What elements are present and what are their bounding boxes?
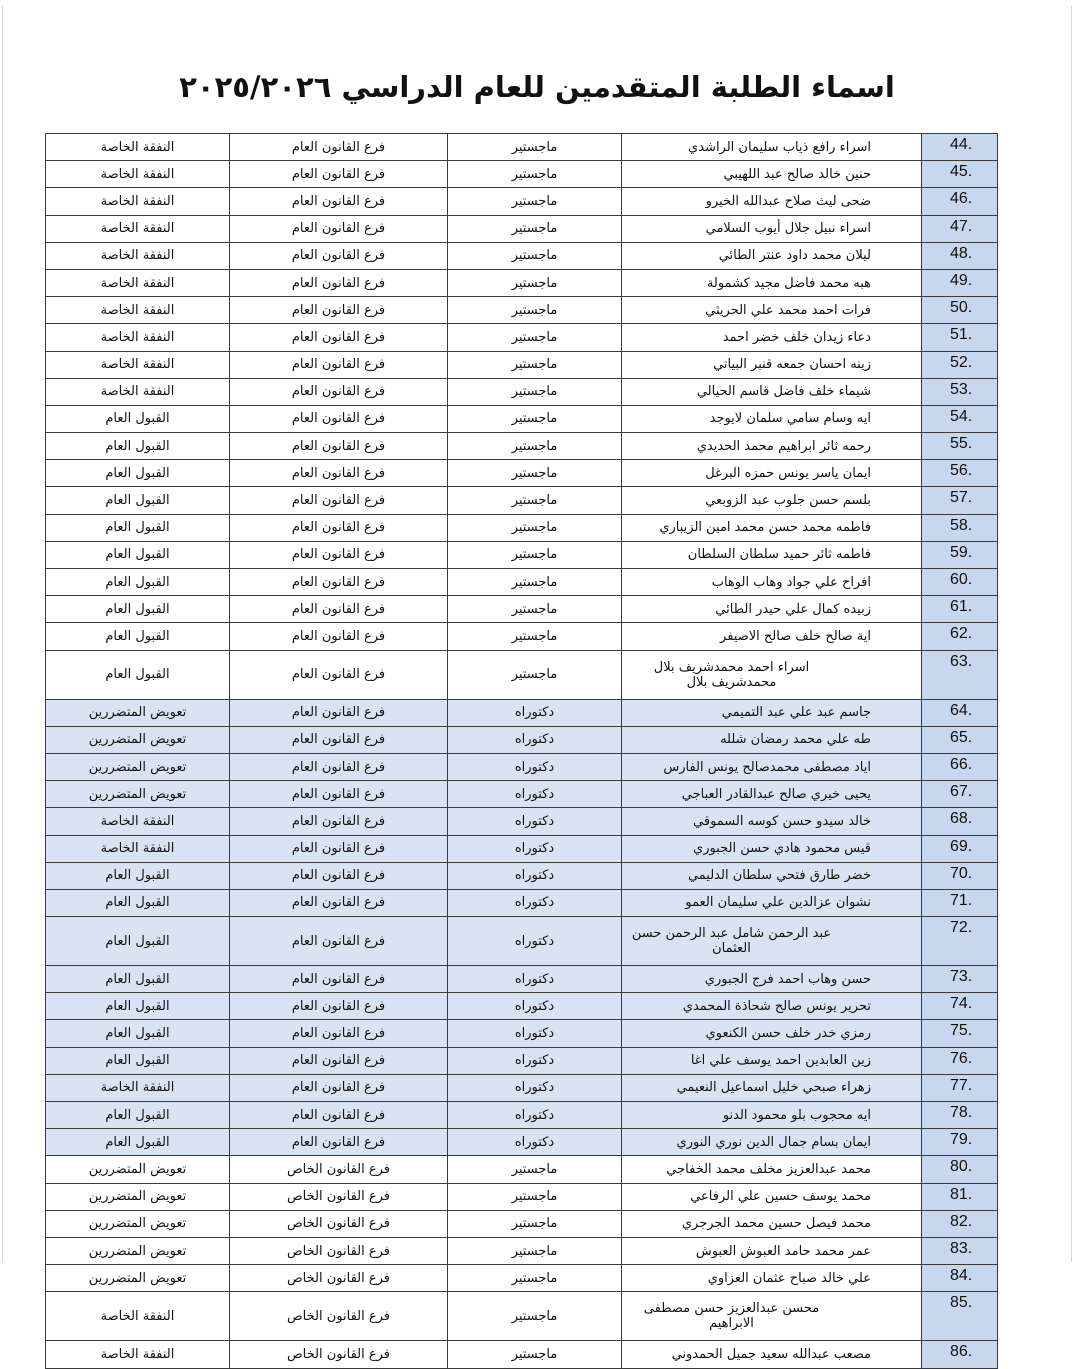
degree-type: دكتوراه: [448, 917, 622, 966]
degree-type: ماجستير: [448, 541, 622, 568]
admission-channel: القبول العام: [46, 541, 230, 568]
row-number: 64.: [922, 699, 998, 726]
law-branch: فرع القانون العام: [230, 405, 448, 432]
table-row: [46, 351, 998, 378]
admission-channel: القبول العام: [46, 889, 230, 916]
law-branch: فرع القانون الخاص: [230, 1237, 448, 1264]
row-number: 52.: [922, 351, 998, 378]
table-row: [46, 862, 998, 889]
law-branch: فرع القانون العام: [230, 1047, 448, 1074]
law-branch: فرع القانون العام: [230, 134, 448, 161]
degree-type: ماجستير: [448, 1183, 622, 1210]
table-row: [46, 1265, 998, 1292]
law-branch: فرع القانون العام: [230, 623, 448, 650]
degree-type: ماجستير: [448, 134, 622, 161]
row-number: 82.: [922, 1210, 998, 1237]
degree-type: ماجستير: [448, 1237, 622, 1264]
law-branch: فرع القانون العام: [230, 1074, 448, 1101]
table-row: [46, 1047, 998, 1074]
admission-channel: النفقة الخاصة: [46, 188, 230, 215]
degree-type: دكتوراه: [448, 753, 622, 780]
law-branch: فرع القانون العام: [230, 433, 448, 460]
admission-channel: تعويض المتضررين: [46, 726, 230, 753]
degree-type: دكتوراه: [448, 835, 622, 862]
law-branch: فرع القانون العام: [230, 242, 448, 269]
admission-channel: النفقة الخاصة: [46, 297, 230, 324]
row-number: 68.: [922, 808, 998, 835]
table-row: [46, 1020, 998, 1047]
law-branch: فرع القانون العام: [230, 966, 448, 993]
row-number: 78.: [922, 1102, 998, 1129]
student-name: ايه وسام سامي سلمان لايوجد: [622, 405, 922, 432]
degree-type: دكتوراه: [448, 726, 622, 753]
degree-type: ماجستير: [448, 487, 622, 514]
student-name: دعاء زيدان خلف خضر احمد: [622, 324, 922, 351]
admission-channel: النفقة الخاصة: [46, 835, 230, 862]
admission-channel: تعويض المتضررين: [46, 1265, 230, 1292]
admission-channel: القبول العام: [46, 623, 230, 650]
student-name: خضر طارق فتحي سلطان الدليمي: [622, 862, 922, 889]
degree-type: دكتوراه: [448, 699, 622, 726]
law-branch: فرع القانون العام: [230, 324, 448, 351]
law-branch: فرع القانون الخاص: [230, 1156, 448, 1183]
degree-type: ماجستير: [448, 161, 622, 188]
law-branch: فرع القانون العام: [230, 781, 448, 808]
student-name: اية صالح خلف صالح الاصيفر: [622, 623, 922, 650]
table-row: [46, 487, 998, 514]
student-name: هبه محمد فاضل مجيد كشمولة: [622, 269, 922, 296]
admission-channel: القبول العام: [46, 460, 230, 487]
law-branch: فرع القانون العام: [230, 487, 448, 514]
row-number: 71.: [922, 889, 998, 916]
degree-type: ماجستير: [448, 1156, 622, 1183]
law-branch: فرع القانون العام: [230, 862, 448, 889]
table-row: [46, 596, 998, 623]
admission-channel: النفقة الخاصة: [46, 324, 230, 351]
table-row: [46, 1183, 998, 1210]
student-name: محمد عبدالعزيز مخلف محمد الخفاجي: [622, 1156, 922, 1183]
law-branch: فرع القانون العام: [230, 889, 448, 916]
student-name: حسن وهاب احمد فرج الجبوري: [622, 966, 922, 993]
table-row: [46, 993, 998, 1020]
admission-channel: تعويض المتضررين: [46, 781, 230, 808]
law-branch: فرع القانون الخاص: [230, 1341, 448, 1368]
student-name: طه علي محمد رمضان شلله: [622, 726, 922, 753]
student-name: ضحى ليث صلاح عبدالله الخيرو: [622, 188, 922, 215]
degree-type: ماجستير: [448, 297, 622, 324]
row-number: 57.: [922, 487, 998, 514]
row-number: 74.: [922, 993, 998, 1020]
row-number: 59.: [922, 541, 998, 568]
student-name: زين العابدين احمد يوسف علي اغا: [622, 1047, 922, 1074]
admission-channel: القبول العام: [46, 993, 230, 1020]
degree-type: ماجستير: [448, 596, 622, 623]
student-name: فاطمه ثائر حميد سلطان السلطان: [622, 541, 922, 568]
admission-channel: القبول العام: [46, 1129, 230, 1156]
table-row: [46, 188, 998, 215]
table-row: [46, 405, 998, 432]
student-name: خالد سيدو حسن كوسه السموقي: [622, 808, 922, 835]
student-name: محمد يوسف حسين علي الرفاعي: [622, 1183, 922, 1210]
law-branch: فرع القانون العام: [230, 569, 448, 596]
row-number: 73.: [922, 966, 998, 993]
admission-channel: القبول العام: [46, 1047, 230, 1074]
admission-channel: النفقة الخاصة: [46, 161, 230, 188]
student-name: ايمان بسام جمال الدين نوري النوري: [622, 1129, 922, 1156]
degree-type: دكتوراه: [448, 1020, 622, 1047]
table-row: [46, 699, 998, 726]
admission-channel: القبول العام: [46, 1102, 230, 1129]
row-number: 70.: [922, 862, 998, 889]
law-branch: فرع القانون العام: [230, 753, 448, 780]
table-row: [46, 1156, 998, 1183]
row-number: 53.: [922, 378, 998, 405]
table-row: [46, 297, 998, 324]
row-number: 45.: [922, 161, 998, 188]
row-number: 76.: [922, 1047, 998, 1074]
page-title: اسماء الطلبة المتقدمين للعام الدراسي ٢٠٢٥/٢٠٢٦: [179, 70, 895, 104]
law-branch: فرع القانون الخاص: [230, 1183, 448, 1210]
student-name: فاطمه محمد حسن محمد امين الزيباري: [622, 514, 922, 541]
table-row: [46, 514, 998, 541]
table-row: [46, 433, 998, 460]
degree-type: ماجستير: [448, 460, 622, 487]
law-branch: فرع القانون العام: [230, 808, 448, 835]
student-name: نشوان عزالدين علي سليمان العمو: [622, 889, 922, 916]
law-branch: فرع القانون العام: [230, 351, 448, 378]
admission-channel: القبول العام: [46, 596, 230, 623]
student-name: شيماء خلف فاضل قاسم الحيالي: [622, 378, 922, 405]
table-row: [46, 917, 998, 966]
table-row: [46, 1237, 998, 1264]
student-name: اسراء رافع ذياب سليمان الراشدي: [622, 134, 922, 161]
row-number: 54.: [922, 405, 998, 432]
law-branch: فرع القانون العام: [230, 541, 448, 568]
admission-channel: القبول العام: [46, 569, 230, 596]
row-number: 66.: [922, 753, 998, 780]
degree-type: ماجستير: [448, 1210, 622, 1237]
degree-type: ماجستير: [448, 1265, 622, 1292]
table-row: [46, 781, 998, 808]
law-branch: فرع القانون الخاص: [230, 1265, 448, 1292]
degree-type: ماجستير: [448, 569, 622, 596]
admission-channel: تعويض المتضررين: [46, 1183, 230, 1210]
law-branch: فرع القانون العام: [230, 650, 448, 699]
admission-channel: تعويض المتضررين: [46, 699, 230, 726]
student-name: يحيى خيري صالح عبدالقادر العباجي: [622, 781, 922, 808]
table-row: [46, 378, 998, 405]
degree-type: ماجستير: [448, 324, 622, 351]
law-branch: فرع القانون العام: [230, 1129, 448, 1156]
law-branch: فرع القانون العام: [230, 188, 448, 215]
admission-channel: النفقة الخاصة: [46, 1074, 230, 1101]
table-row: [46, 541, 998, 568]
row-number: 55.: [922, 433, 998, 460]
student-name: اياد مصطفى محمدصالح يونس الفارس: [622, 753, 922, 780]
student-name: حنين خالد صالح عبد اللهيبي: [622, 161, 922, 188]
student-name: فرات احمد محمد علي الحريثي: [622, 297, 922, 324]
row-number: 62.: [922, 623, 998, 650]
admission-channel: القبول العام: [46, 1020, 230, 1047]
law-branch: فرع القانون العام: [230, 215, 448, 242]
student-name: رمزي خدر خلف حسن الكنعوي: [622, 1020, 922, 1047]
degree-type: دكتوراه: [448, 966, 622, 993]
table-row: [46, 1210, 998, 1237]
row-number: 65.: [922, 726, 998, 753]
row-number: 44.: [922, 134, 998, 161]
row-number: 85.: [922, 1292, 998, 1341]
table-row: [46, 1074, 998, 1101]
table-row: [46, 966, 998, 993]
student-name: تحرير يونس صالح شحاذة المحمدي: [622, 993, 922, 1020]
degree-type: ماجستير: [448, 378, 622, 405]
student-name: افراح علي جواد وهاب الوهاب: [622, 569, 922, 596]
degree-type: ماجستير: [448, 188, 622, 215]
row-number: 63.: [922, 650, 998, 699]
student-name: ليلان محمد داود عنتر الطائي: [622, 242, 922, 269]
table-row: [46, 1341, 998, 1368]
degree-type: دكتوراه: [448, 1047, 622, 1074]
admission-channel: النفقة الخاصة: [46, 808, 230, 835]
law-branch: فرع القانون العام: [230, 699, 448, 726]
table-row: [46, 835, 998, 862]
law-branch: فرع القانون الخاص: [230, 1292, 448, 1341]
student-name: عمر محمد حامد العبوش العبوش: [622, 1237, 922, 1264]
student-name: زبيده كمال علي حيدر الطائي: [622, 596, 922, 623]
law-branch: فرع القانون العام: [230, 514, 448, 541]
admission-channel: النفقة الخاصة: [46, 1341, 230, 1368]
law-branch: فرع القانون العام: [230, 1020, 448, 1047]
student-name: ايمان ياسر يونس حمزه البرغل: [622, 460, 922, 487]
admission-channel: القبول العام: [46, 917, 230, 966]
degree-type: ماجستير: [448, 1341, 622, 1368]
law-branch: فرع القانون العام: [230, 460, 448, 487]
admission-channel: القبول العام: [46, 405, 230, 432]
admission-channel: القبول العام: [46, 433, 230, 460]
row-number: 58.: [922, 514, 998, 541]
degree-type: ماجستير: [448, 433, 622, 460]
degree-type: دكتوراه: [448, 993, 622, 1020]
admission-channel: النفقة الخاصة: [46, 269, 230, 296]
student-name: علي خالد صباح عثمان العزاوي: [622, 1265, 922, 1292]
law-branch: فرع القانون العام: [230, 161, 448, 188]
row-number: 75.: [922, 1020, 998, 1047]
admission-channel: القبول العام: [46, 487, 230, 514]
row-number: 84.: [922, 1265, 998, 1292]
row-number: 61.: [922, 596, 998, 623]
table-row: [46, 1292, 998, 1341]
law-branch: فرع القانون الخاص: [230, 1210, 448, 1237]
student-name: جاسم عبد علي عبد التميمي: [622, 699, 922, 726]
row-number: 47.: [922, 215, 998, 242]
degree-type: دكتوراه: [448, 1129, 622, 1156]
student-name: رحمه ثائر ابراهيم محمد الحديدي: [622, 433, 922, 460]
table-row: [46, 623, 998, 650]
row-number: 83.: [922, 1237, 998, 1264]
law-branch: فرع القانون العام: [230, 269, 448, 296]
table-row: [46, 215, 998, 242]
student-name: قيس محمود هادي حسن الجبوري: [622, 835, 922, 862]
row-number: 67.: [922, 781, 998, 808]
degree-type: ماجستير: [448, 514, 622, 541]
row-number: 86.: [922, 1341, 998, 1368]
degree-type: دكتوراه: [448, 781, 622, 808]
table-row: [46, 1102, 998, 1129]
admission-channel: القبول العام: [46, 966, 230, 993]
admission-channel: القبول العام: [46, 514, 230, 541]
degree-type: دكتوراه: [448, 862, 622, 889]
admission-channel: النفقة الخاصة: [46, 1292, 230, 1341]
table-row: [46, 753, 998, 780]
students-table: [45, 133, 998, 1369]
table-row: [46, 324, 998, 351]
students-table-body: [46, 134, 998, 1369]
admission-channel: النفقة الخاصة: [46, 378, 230, 405]
row-number: 50.: [922, 297, 998, 324]
student-name: محمد فيصل حسين محمد الجرجري: [622, 1210, 922, 1237]
row-number: 48.: [922, 242, 998, 269]
document-page: [2, 6, 1072, 1362]
law-branch: فرع القانون العام: [230, 378, 448, 405]
admission-channel: القبول العام: [46, 862, 230, 889]
admission-channel: النفقة الخاصة: [46, 351, 230, 378]
admission-channel: النفقة الخاصة: [46, 215, 230, 242]
table-row: [46, 808, 998, 835]
row-number: 60.: [922, 569, 998, 596]
row-number: 46.: [922, 188, 998, 215]
table-row: [46, 269, 998, 296]
table-row: [46, 650, 998, 699]
row-number: 51.: [922, 324, 998, 351]
degree-type: ماجستير: [448, 242, 622, 269]
admission-channel: النفقة الخاصة: [46, 242, 230, 269]
student-name: محسن عبدالعزيز حسن مصطفى الابراهيم: [622, 1292, 922, 1341]
law-branch: فرع القانون العام: [230, 917, 448, 966]
degree-type: دكتوراه: [448, 1102, 622, 1129]
table-row: [46, 161, 998, 188]
row-number: 77.: [922, 1074, 998, 1101]
degree-type: ماجستير: [448, 405, 622, 432]
admission-channel: النفقة الخاصة: [46, 134, 230, 161]
law-branch: فرع القانون العام: [230, 1102, 448, 1129]
admission-channel: القبول العام: [46, 650, 230, 699]
law-branch: فرع القانون العام: [230, 993, 448, 1020]
admission-channel: تعويض المتضررين: [46, 1237, 230, 1264]
row-number: 80.: [922, 1156, 998, 1183]
table-row: [46, 242, 998, 269]
degree-type: ماجستير: [448, 269, 622, 296]
row-number: 72.: [922, 917, 998, 966]
admission-channel: تعويض المتضررين: [46, 1210, 230, 1237]
student-name: ايه محجوب بلو محمود الدنو: [622, 1102, 922, 1129]
table-row: [46, 726, 998, 753]
degree-type: دكتوراه: [448, 1074, 622, 1101]
law-branch: فرع القانون العام: [230, 596, 448, 623]
degree-type: ماجستير: [448, 650, 622, 699]
admission-channel: تعويض المتضررين: [46, 753, 230, 780]
student-name: عبد الرحمن شامل عبد الرحمن حسن العثمان: [622, 917, 922, 966]
degree-type: ماجستير: [448, 623, 622, 650]
degree-type: دكتوراه: [448, 808, 622, 835]
law-branch: فرع القانون العام: [230, 297, 448, 324]
law-branch: فرع القانون العام: [230, 835, 448, 862]
table-row: [46, 134, 998, 161]
law-branch: فرع القانون العام: [230, 726, 448, 753]
admission-channel: تعويض المتضررين: [46, 1156, 230, 1183]
student-name: مصعب عبدالله سعيد جميل الحمدوني: [622, 1341, 922, 1368]
row-number: 81.: [922, 1183, 998, 1210]
student-name: زهراء صبحي خليل اسماعيل النعيمي: [622, 1074, 922, 1101]
student-name: بلسم حسن جلوب عبد الزوبعي: [622, 487, 922, 514]
student-name: اسراء احمد محمدشريف بلال محمدشريف بلال: [622, 650, 922, 699]
table-row: [46, 1129, 998, 1156]
table-row: [46, 460, 998, 487]
student-name: زينه احسان جمعه قنبر البياتي: [622, 351, 922, 378]
degree-type: ماجستير: [448, 351, 622, 378]
degree-type: ماجستير: [448, 215, 622, 242]
student-name: اسراء نبيل جلال أيوب السلامي: [622, 215, 922, 242]
row-number: 79.: [922, 1129, 998, 1156]
degree-type: ماجستير: [448, 1292, 622, 1341]
row-number: 49.: [922, 269, 998, 296]
degree-type: دكتوراه: [448, 889, 622, 916]
row-number: 56.: [922, 460, 998, 487]
table-row: [46, 889, 998, 916]
row-number: 69.: [922, 835, 998, 862]
table-row: [46, 569, 998, 596]
